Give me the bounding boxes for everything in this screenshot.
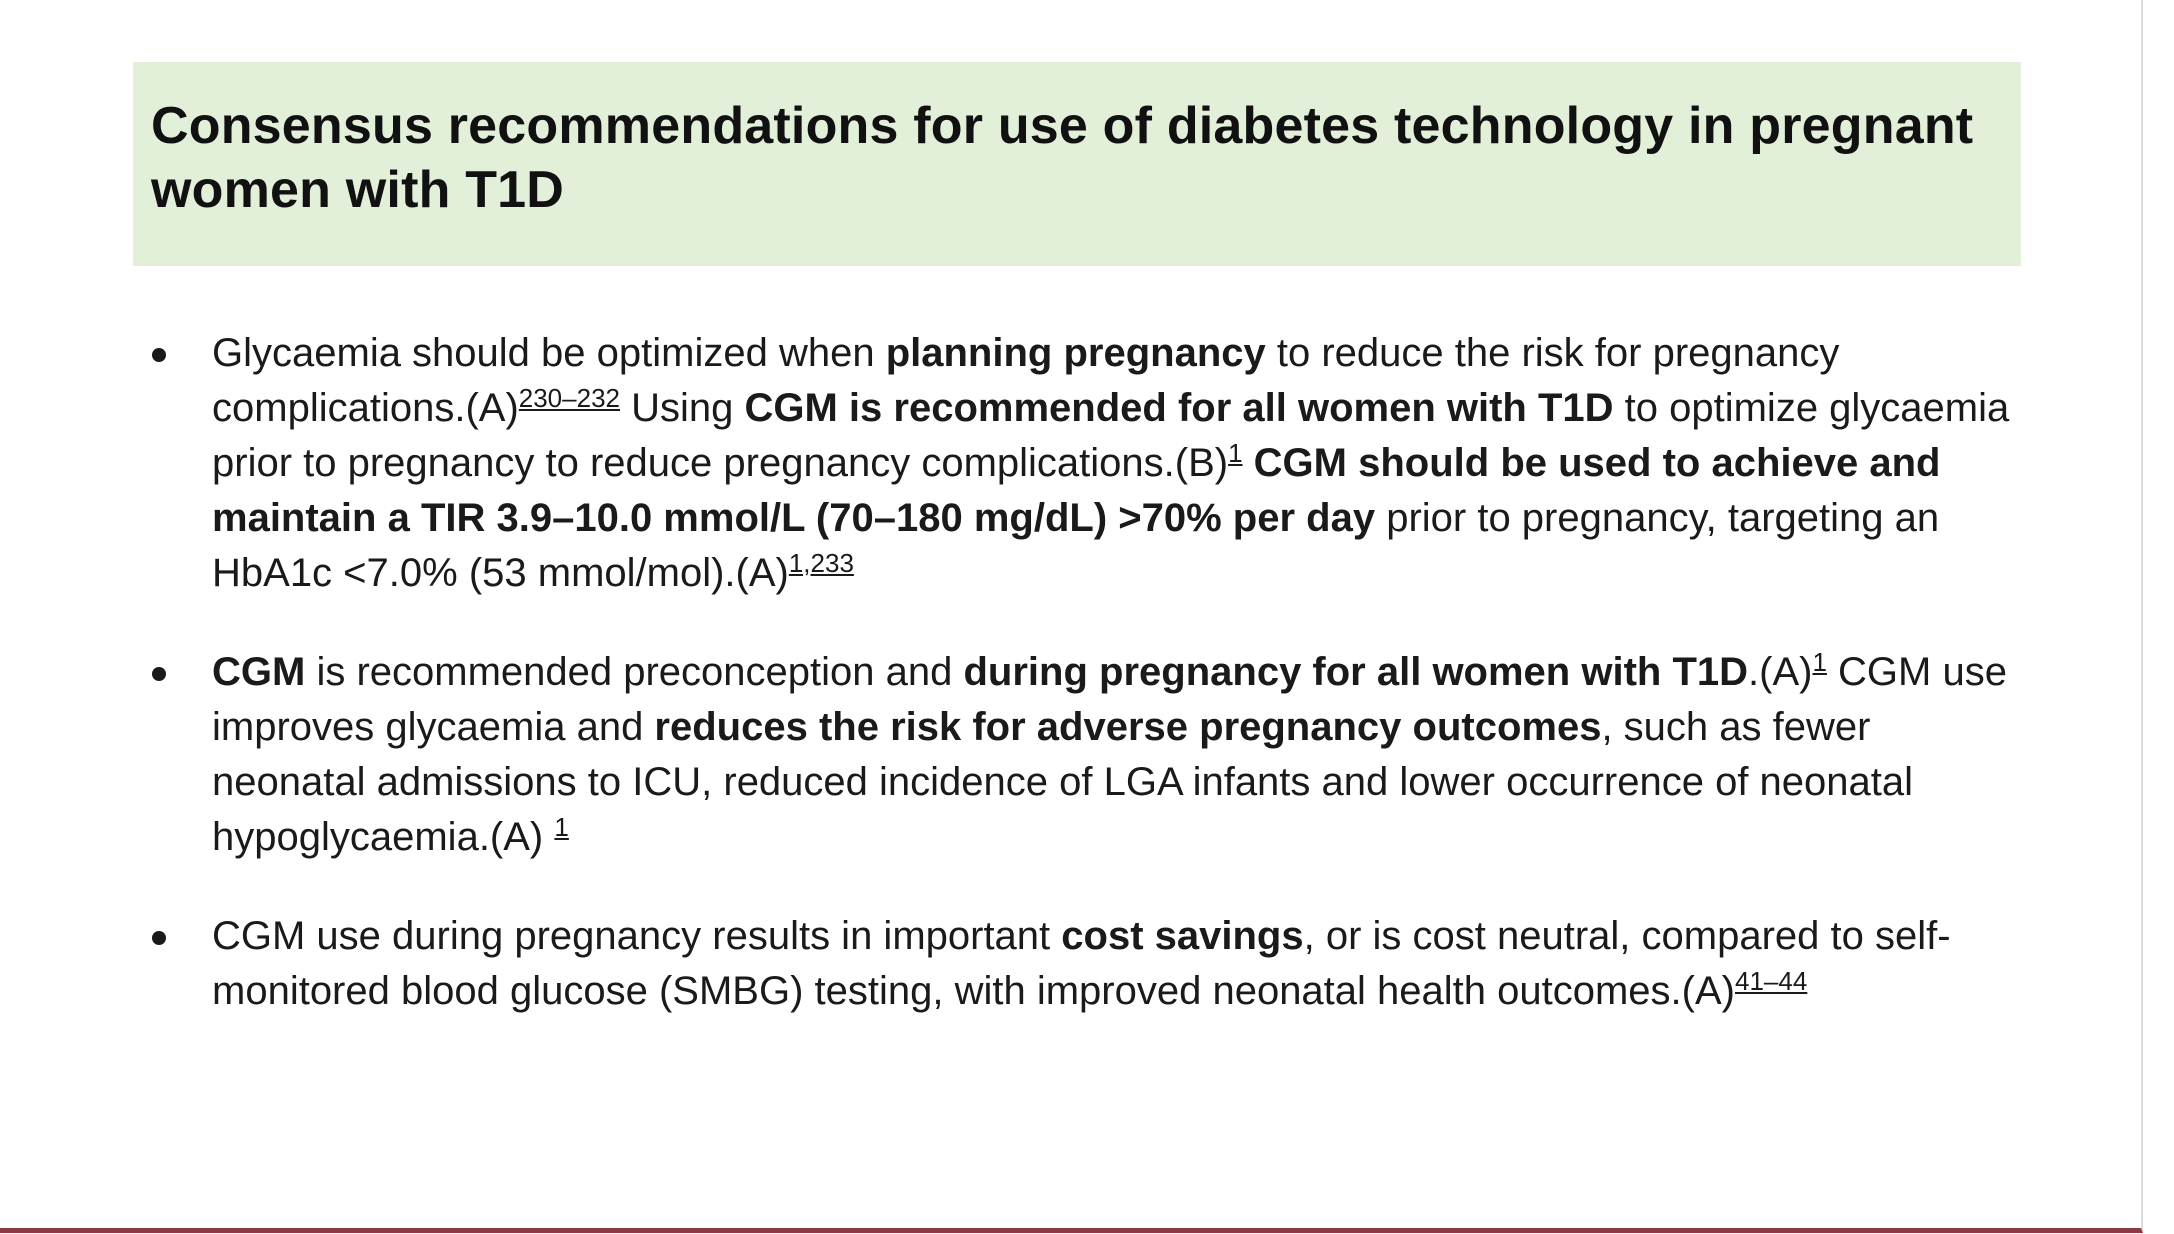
bullet-item — [150, 645, 2030, 865]
bold-text-run: reduces the risk for adverse pregnancy outcomes — [654, 705, 1602, 749]
bullet-text — [212, 647, 2007, 859]
citation-reference: 230–232 — [518, 383, 620, 413]
bold-text-run: CGM is recommended for all women with T1D — [744, 386, 1614, 430]
title-banner — [133, 62, 2021, 266]
text-run: prior to pregnancy, targeting an HbA1c <7.0% (53 mmol/mol).(A) — [212, 496, 1940, 595]
bullet-text — [212, 331, 2009, 595]
bold-text-run: planning pregnancy — [885, 331, 1266, 375]
text-run: CGM use improves glycaemia and — [212, 650, 2007, 749]
text-run: is recommended preconception and — [305, 650, 964, 694]
bullet-dot-icon — [152, 931, 166, 945]
citation-reference: 1 — [554, 812, 569, 842]
bullet-item — [150, 909, 2030, 1019]
bold-text-run: cost savings — [1061, 914, 1304, 958]
text-run: .(A) — [1748, 650, 1813, 694]
bullet-text — [212, 914, 1951, 1013]
text-run: CGM use during pregnancy results in important — [212, 914, 1062, 958]
bold-text-run: CGM should be used to achieve and maintain a TIR 3.9–10.0 mmol/L (70–180 mg/dL) >70% per day — [212, 441, 1941, 540]
recommendation-list — [150, 326, 2030, 1019]
bullet-dot-icon — [152, 348, 166, 362]
bold-text-run: during pregnancy for all women with T1D — [963, 650, 1749, 694]
citation-reference: 1 — [1812, 647, 1827, 677]
text-run: to optimize glycaemia prior to pregnancy to reduce pregnancy complications.(B) — [212, 386, 2010, 485]
bullet-dot-icon — [152, 667, 166, 681]
text-run: , such as fewer neonatal admissions to ICU, reduced incidence of LGA infants and lower occurrence of neonatal hypoglycaemia.(A) — [212, 705, 1914, 859]
bullet-item — [150, 326, 2030, 601]
text-run: to reduce the risk for pregnancy complications.(A) — [212, 331, 1840, 430]
citation-reference: 41–44 — [1735, 966, 1808, 996]
text-run — [1243, 441, 1254, 485]
citation-reference: 1,233 — [788, 548, 854, 578]
citation-reference: 1 — [1228, 438, 1243, 468]
bold-text-run: CGM — [212, 650, 306, 694]
slide-title: Consensus recommendations for use of diabetes technology in pregnant women with T1D — [151, 97, 1974, 219]
text-run: , or is cost neutral, compared to self-monitored blood glucose (SMBG) testing, with improved neonatal health outcomes.(A) — [212, 914, 1951, 1013]
text-run: Glycaemia should be optimized when — [212, 331, 886, 375]
text-run: Using — [620, 386, 745, 430]
